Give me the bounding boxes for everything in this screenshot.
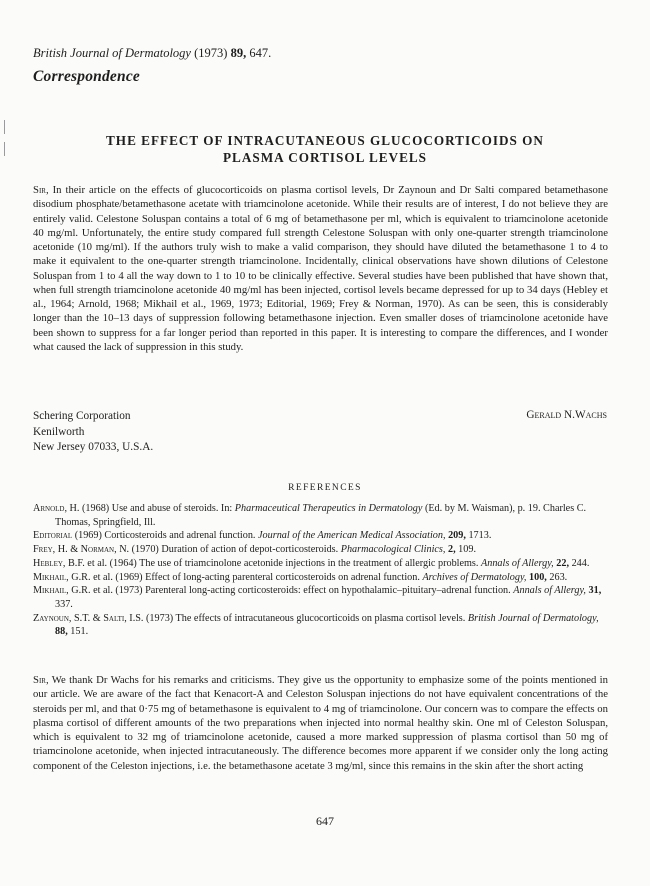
journal-name: British Journal of Dermatology [33,46,191,60]
reference-item: Mikhail, G.R. et al. (1969) Effect of long-acting parenteral corticosteroids on adrenal function. Archives of Dermatology, 100, 263. [33,571,568,583]
article-title [40,132,610,166]
journal-year: (1973) [194,46,228,60]
page-number: 647 [316,814,334,828]
address-line: New Jersey 07033, U.S.A. [33,441,154,453]
address-line: Kenilworth [33,425,85,438]
author-address [33,409,153,456]
journal-page: 647. [249,46,272,60]
journal-citation [33,46,271,61]
address-line: Schering Corporation [33,410,131,422]
margin-mark [4,120,5,134]
section-heading: Correspondence [33,68,140,85]
letter-paragraph [33,183,608,354]
title-line-2: PLASMA CORTISOL LEVELS [222,150,427,165]
reference-item: Zaynoun, S.T. & Salti, I.S. (1973) The effects of intracutaneous glucocorticoids on plasma cortisol levels. British Journal of Dermatology, 88, 151. [33,612,599,638]
reference-item: Mikhail, G.R. et al. (1973) Parenteral long-acting corticosteroids: effect on hypothalamic–pituitary–adrenal function. Annals of Allergy, 31, 337. [33,585,602,610]
reply-paragraph [33,673,608,773]
reference-item: Arnold, H. (1968) Use and abuse of steroids. In: Pharmaceutical Therapeutics in Dermatology (Ed. by M. Waisman), p. 19. Charles C. Thomas, Springfield, Ill. [33,503,587,528]
reply-text: We thank Dr Wachs for his remarks and criticisms. They give us the opportunity to emphasize some of the points mentioned in our article. We are aware of the fact that Kenacort-A and Celeston Soluspan injections do not have equivalent concentrations of the steroids per ml, and that 0·75 mg of betamethasone is equivalent to 4 mg of triamcinolone. Our concern was to compare the effects on plasma cortisol of different amounts of the two preparations when injected into normal healthy skin. One ml of Celeston Soluspan, which is equivalent to 32 mg of triamcinolone acetonide, caused a more marked suppression of plasma cortisol than 50 mg of triamcinolone acetonide, when injected intracutaneously. The difference becomes more apparent if we consider only the long acting component of the Celeston injections, i.e. the betamethasone acetate 3 mg/ml, since this remains in the skin after the short acting [33,674,608,772]
author-signature: Gerald N.Wachs [526,409,607,421]
title-line-1: THE EFFECT OF INTRACUTANEOUS GLUCOCORTICOIDS ON [106,133,544,148]
journal-volume: 89, [230,46,247,60]
reference-item: Frey, H. & Norman, N. (1970) Duration of action of depot-corticosteroids. Pharmacological Clinics, 2, 109. [33,544,476,556]
references-heading: REFERENCES [288,483,362,493]
margin-mark [4,142,5,156]
salutation: Sir, [33,674,49,686]
reference-item: Editorial (1969) Corticosteroids and adrenal function. Journal of the American Medical Association, 209, 1713. [33,530,492,542]
letter-text: In their article on the effects of glucocorticoids on plasma cortisol levels, Dr Zaynoun and Dr Salti compared betamethasone disodium phosphate/betamethasone acetate with triamcinolone acetonide. While their results are of interest, I do not believe they are entirely valid. Celestone Soluspan contains a total of 6 mg of betamethasone per ml, which is equivalent to triamcinolone acetonide 40 mg/ml. Unfortunately, the entire study compared full strength Celestone Soluspan with only one-quarter strength triamcinolone acetonide (10 mg/ml). If the authors truly wish to make a valid comparison, they should have diluted the betamethasone 1 to 4 to make it equivalent to the one-quarter strength triamcinolone. Incidentally, clinical observations have shown dilutions of Celestone Soluspan from 1 to 4 all the way down to 1 to 10 to be clinically effective. Several studies have been published that have shown that, when full strength triamcinolone acetonide 40 mg/ml has been injected, cortisol levels became depressed for up to 34 days (Hebley et al., 1964; Arnold, 1968; Mikhail et al., 1969, 1973; Editorial, 1969; Frey & Norman, 1970). As can be seen, this is considerably longer than the 10–13 days of suppression following betamethasone injection. Even smaller doses of triamcinolone acetonide have been shown to suppress for a far longer period than reported in this paper. It is interesting to compare the differences, and I wonder what caused the lack of suppression in this study. [33,184,608,353]
reference-list [33,502,608,639]
reference-item: Hebley, B.F. et al. (1964) The use of triamcinolone acetonide injections in the treatment of allergic problems. Annals of Allergy, 22, 244. [33,557,590,569]
salutation: Sir, [33,184,49,196]
